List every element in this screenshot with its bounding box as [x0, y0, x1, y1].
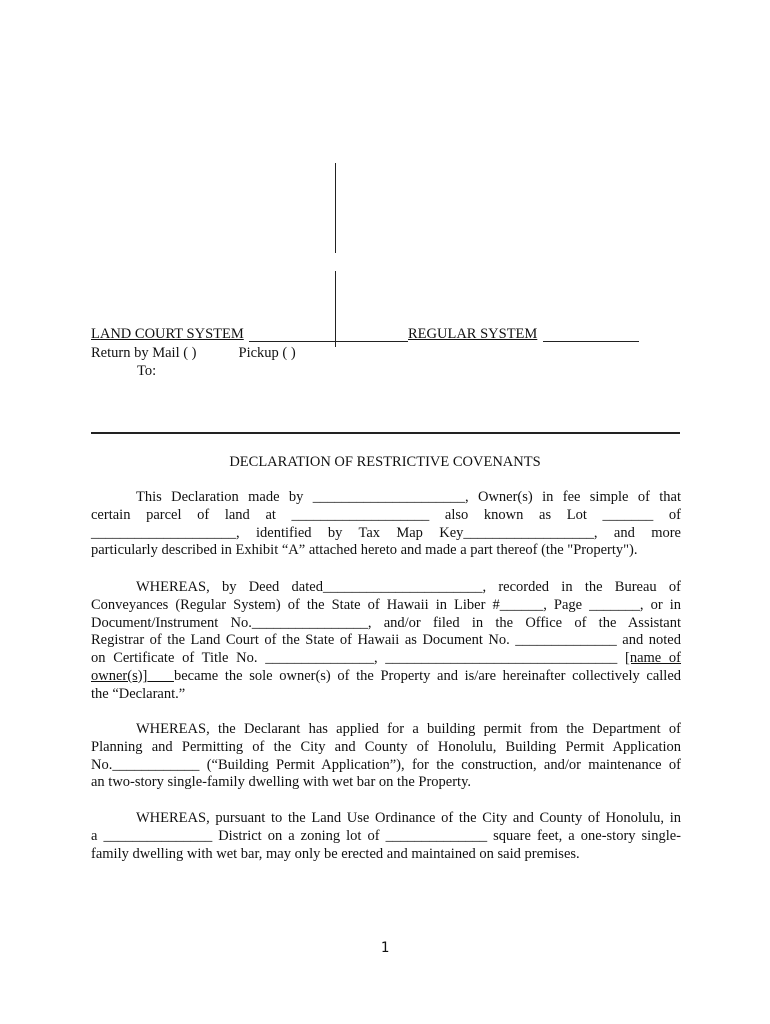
paragraph-line: an two-story single-family dwelling with wet bar on the Property. — [91, 774, 472, 791]
paragraph-line: particularly described in Exhibit “A” attached hereto and made a part thereof (the "Property"). — [91, 542, 638, 559]
return-to-label: To: — [137, 363, 157, 379]
header-separator-rule — [91, 432, 680, 434]
paragraph-line: Document/Instrument No.________________, and/or filed in the Office of the Assistant — [91, 614, 681, 631]
regular-system-label: REGULAR SYSTEM — [408, 326, 538, 342]
sole-owner-text: became the sole owner(s) of the Property and is/are hereinafter collectively called — [173, 667, 682, 684]
recording-system-row — [91, 326, 639, 344]
paragraph-line: WHEREAS, pursuant to the Land Use Ordinance of the City and County of Honolulu, in — [136, 810, 681, 826]
pickup-option: Pickup ( ) — [238, 345, 296, 361]
paragraph-line: Conveyances (Regular System) of the State of Hawaii in Liber #______, Page _______, or in — [91, 596, 681, 613]
paragraph-line: certain parcel of land at ___________________ also known as Lot _______ of — [91, 506, 681, 523]
page-number: 1 — [380, 940, 390, 956]
certificate-of-title-text: on Certificate of Title No. _______________, ________________________________ — [91, 650, 618, 667]
paragraph-line — [91, 650, 681, 668]
paragraph-line: family dwelling with wet bar, may only be erected and maintained on said premises. — [91, 845, 580, 862]
paragraph-line — [91, 668, 681, 686]
paragraph-line: ____________________, identified by Tax Map Key__________________, and more — [91, 524, 681, 541]
return-options-row — [91, 345, 296, 362]
paragraph-line: the “Declarant.” — [91, 685, 186, 702]
owner-name-placeholder: [name of — [625, 650, 682, 667]
paragraph-whereas-zoning — [91, 810, 681, 863]
paragraph-line: Planning and Permitting of the City and County of Honolulu, Building Permit Application — [91, 738, 681, 755]
paragraph-line: WHEREAS, the Declarant has applied for a building permit from the Department of — [136, 721, 681, 737]
paragraph-declaration — [91, 489, 681, 560]
paragraph-line: This Declaration made by _____________________, Owner(s) in fee simple of that — [136, 489, 681, 505]
paragraph-line: Registrar of the Land Court of the State of Hawaii as Document No. ______________ and noted — [91, 632, 681, 649]
land-court-system-underline — [249, 341, 408, 342]
recording-box-divider-top — [335, 163, 336, 253]
owner-placeholder-text: owner(s)] — [91, 667, 148, 684]
regular-system-underline — [543, 341, 639, 342]
document-title: DECLARATION OF RESTRICTIVE COVENANTS — [229, 454, 541, 470]
paragraph-whereas-permit — [91, 721, 681, 792]
paragraph-line: WHEREAS, by Deed dated______________________, recorded in the Bureau of — [136, 579, 681, 595]
paragraph-line: No.____________ (“Building Permit Application”), for the construction, and/or maintenance of — [91, 756, 681, 773]
return-by-mail-option: Return by Mail ( ) — [91, 345, 197, 361]
owner-name-placeholder-cont — [91, 668, 174, 684]
land-court-system-label: LAND COURT SYSTEM — [91, 326, 244, 342]
paragraph-whereas-deed — [91, 579, 681, 704]
paragraph-line: a _______________ District on a zoning lot of ______________ square feet, a one-story single- — [91, 827, 681, 844]
